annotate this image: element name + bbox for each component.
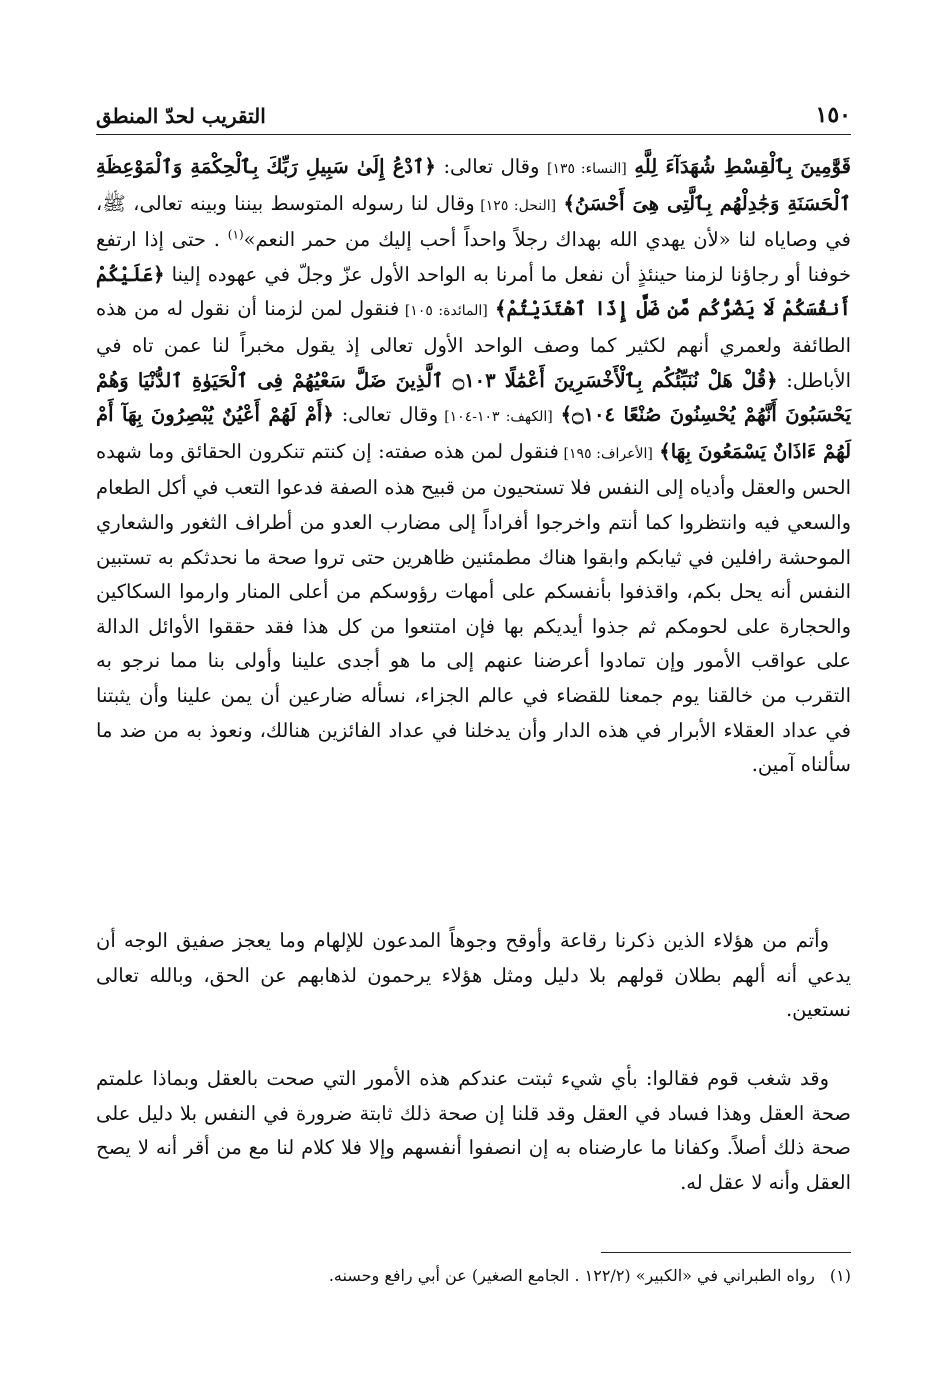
text-segment: وقال تعالى: [333,403,439,427]
quran-quote-1: قَوَّٰمِينَ بِٱلْقِسْطِ شُهَدَآءَ لِلَّهِ [634,155,851,178]
footnote-text: رواه الطبراني في «الكبير» (١٢٢/٢ . الجامع الصغير) عن أبي رافع وحسنه. [328,1266,815,1285]
paragraph-1 [96,150,851,783]
running-title: التقريب لحدّ المنطق [96,104,266,128]
text-segment: فنقول لمن لزمنا أن نقول له من هذه الطائفة ولعمري أنهم لكثير كما وصف الواحد الأول تعالى إذ يقول مخبراً لنا عمن تاه في الأباطل: [96,297,851,392]
verse-reference-4: [الكهف: ١٠٣-١٠٤] [438,409,553,426]
body-text [96,150,852,1194]
footnote-number: (١) [829,1266,851,1285]
text-segment: . حتى إذا ارتفع خوفنا أو رجاؤنا لزمنا حينئذٍ أن نفعل ما أمرنا به الواحد الأول عزّ وجلّ في عهوده إلينا [96,228,851,286]
quran-quote-5: ﴿أَمْ لَهُمْ أَعْيُنٌ يُبْصِرُونَ بِهَآ أَمْ لَهُمْ ءَاذَانٌ يَسْمَعُونَ بِهَا﴾ [96,403,852,463]
verse-reference-5: [الأعراف: ١٩٥] [558,445,653,462]
text-segment: فنقول لمن هذه صفته: إن كنتم تنكرون الحقائق وما شهده الحس والعقل وأدياه إلى النفس فلا تستحيون من قبيح هذه الصفة فدعوا التعب في أكل الطعام والسعي فيه وانتظروا كما أنتم واخرجوا أفراداً إلى مضارب العدو من أطراف الثغور والشعاري الموحشة رافلين في ثيابكم وابقوا هناك مطمئنين ظاهرين حتى تروا صحة ما نحدثكم به تستبين النفس أنه يحل بكم، واقذفوا بأنفسكم على أمهات رؤوسكم من أعلى المنار وارموا السكاكين والحجارة على لحومكم ثم جذوا أيديكم بها فإن امتنعوا من كل هذا فقد حققوا الأوائل الدالة على عواقب الأمور وإن تمادوا أعرضنا عنهم إلى ما هو أجدى علينا وأولى بنا مما نرجو به التقرب من خالقنا يوم جمعنا للقضاء في عالم الجزاء، نسأله ضارعين أن يمن علينا وأن يثبتنا في عداد العقلاء الأبرار في هذه الدار وأن يدخلنا في عداد الفائزين هنالك، ونعوذ به من ضد ما سألناه آمين. [96,439,851,777]
paragraph-3: وقد شغب قوم فقالوا: بأي شيء ثبتت عندكم هذه الأمور التي صحت بالعقل وبماذا علمتم صحة العقل وهذا فساد في العقل وقد قلنا إن صحة ذلك ثابتة ضرورة في النفس بلا دليل على صحة ذلك أصلاً. وكفانا ما عارضناه به إن انصفوا أنفسهم وإلا فلا كلام لنا مع من أقر أنه لا يصح العقل وأنه لا عقل له. [96,1067,851,1194]
footnote-divider [601,1252,851,1253]
text-segment: وقال تعالى: [435,155,540,178]
page-number: ١٥٠ [815,102,851,128]
page-header [96,88,851,135]
footnote [96,1262,851,1290]
text-segment: وقال لنا رسوله المتوسط بيننا وبينه تعالى، ﷺ، في وصاياه لنا «لأن يهدي الله بهداك رجلاً واحداً أحب إليك من حمر النعم» [96,191,852,252]
verse-reference-2: [النحل: ١٢٥] [474,197,557,214]
quran-quote-4: ﴿قُلْ هَلْ نُنَبِّئُكُم بِٱلْأَخْسَرِينَ أَعْمَٰلًا ۝١٠٣ ٱلَّذِينَ ضَلَّ سَعْيُهُمْ فِى ٱلْحَيَوٰةِ ٱلدُّنْيَا وَهُمْ يَحْسَبُونَ أَنَّهُمْ يُحْسِنُونَ صُنْعًا ۝١٠٤﴾ [96,368,851,427]
verse-reference-3: [المائدة: ١٠٥] [399,303,488,320]
quran-quote-3: ﴿عَلَيْكُمْ أَنفُسَكُمْ لَا يَضُرُّكُم مَّن ضَلَّ إِذَا ٱهْتَدَيْتُمْ﴾ [96,262,851,321]
quran-quote-2: ﴿ٱدْعُ إِلَىٰ سَبِيلِ رَبِّكَ بِٱلْحِكْمَةِ وَٱلْمَوْعِظَةِ ٱلْحَسَنَةِ وَجَٰدِلْهُم بِٱلَّتِى هِىَ أَحْسَنُ﴾ [96,155,852,215]
paragraph-2: وأتم من هؤلاء الذين ذكرنا رقاعة وأوقح وجوهاً المدعون للإلهام وما يعجز صفيق الوجه أن يدعي أنه ألهم بطلان قولهم بلا دليل ومثل هؤلاء يرحمون لذهابهم عن الحق، وبالله تعالى نستعين. [96,929,851,1022]
verse-reference-1: [النساء: ١٣٥] [547,161,627,177]
footnote-marker: (١) [227,227,244,242]
